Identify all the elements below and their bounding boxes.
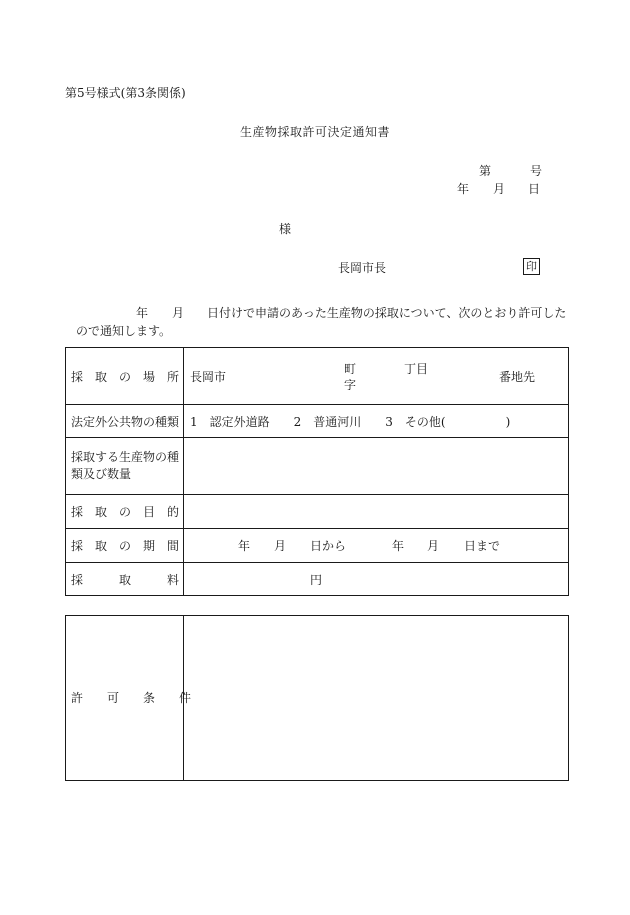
- public-property-type-label: 法定外公共物の種類: [71, 415, 180, 429]
- body-month-label: 月: [172, 306, 185, 320]
- place-banchi: 番地先: [499, 370, 536, 384]
- document-title: 生産物採取許可決定通知書: [239, 125, 390, 139]
- date-day-label: 日: [528, 182, 541, 196]
- period-to-month: 月: [427, 539, 440, 553]
- doc-number-prefix: 第: [479, 164, 492, 178]
- table-row-divider: [66, 404, 568, 405]
- table-row-divider: [66, 528, 568, 529]
- doc-number-suffix: 号: [530, 164, 543, 178]
- date-year-label: 年: [457, 182, 470, 196]
- table-column-divider: [183, 348, 184, 595]
- permit-details-table: [65, 347, 569, 596]
- period-to-day: 日まで: [464, 539, 501, 553]
- place-aza: 字: [344, 378, 357, 392]
- addressee-honorific: 様: [279, 222, 292, 236]
- permit-conditions-table: [65, 615, 569, 781]
- table-row-divider: [66, 437, 568, 438]
- table-row-divider: [66, 562, 568, 563]
- product-type-quantity-label: 採取する生産物の種類及び数量: [71, 450, 180, 481]
- period-from-year: 年: [238, 539, 251, 553]
- period-from-month: 月: [274, 539, 287, 553]
- conditions-label: 許 可 条 件: [71, 691, 192, 705]
- place-city: 長岡市: [190, 370, 227, 384]
- form-number: 第5号様式(第3条関係): [65, 86, 186, 100]
- issuer-name: 長岡市長: [338, 261, 387, 275]
- place-label: 採 取 の 場 所: [71, 370, 180, 384]
- period-label: 採 取 の 期 間: [71, 539, 180, 553]
- period-to-year: 年: [392, 539, 405, 553]
- seal-stamp: 印: [523, 258, 540, 275]
- table-row-divider: [66, 494, 568, 495]
- body-text-line1: 日付けで申請のあった生産物の採取について、次のとおり許可した: [207, 306, 567, 320]
- body-year-label: 年: [136, 306, 149, 320]
- place-machi: 町: [344, 362, 357, 376]
- public-property-type-options: 1 認定外道路 2 普通河川 3 その他( ): [190, 415, 511, 429]
- date-month-label: 月: [493, 182, 506, 196]
- fee-yen: 円: [310, 573, 323, 587]
- place-chome: 丁目: [404, 362, 429, 376]
- fee-label: 採 取 料: [71, 573, 180, 587]
- purpose-label: 採 取 の 目 的: [71, 505, 180, 519]
- period-from-day: 日から: [310, 539, 347, 553]
- body-text-line2: ので通知します。: [76, 324, 172, 338]
